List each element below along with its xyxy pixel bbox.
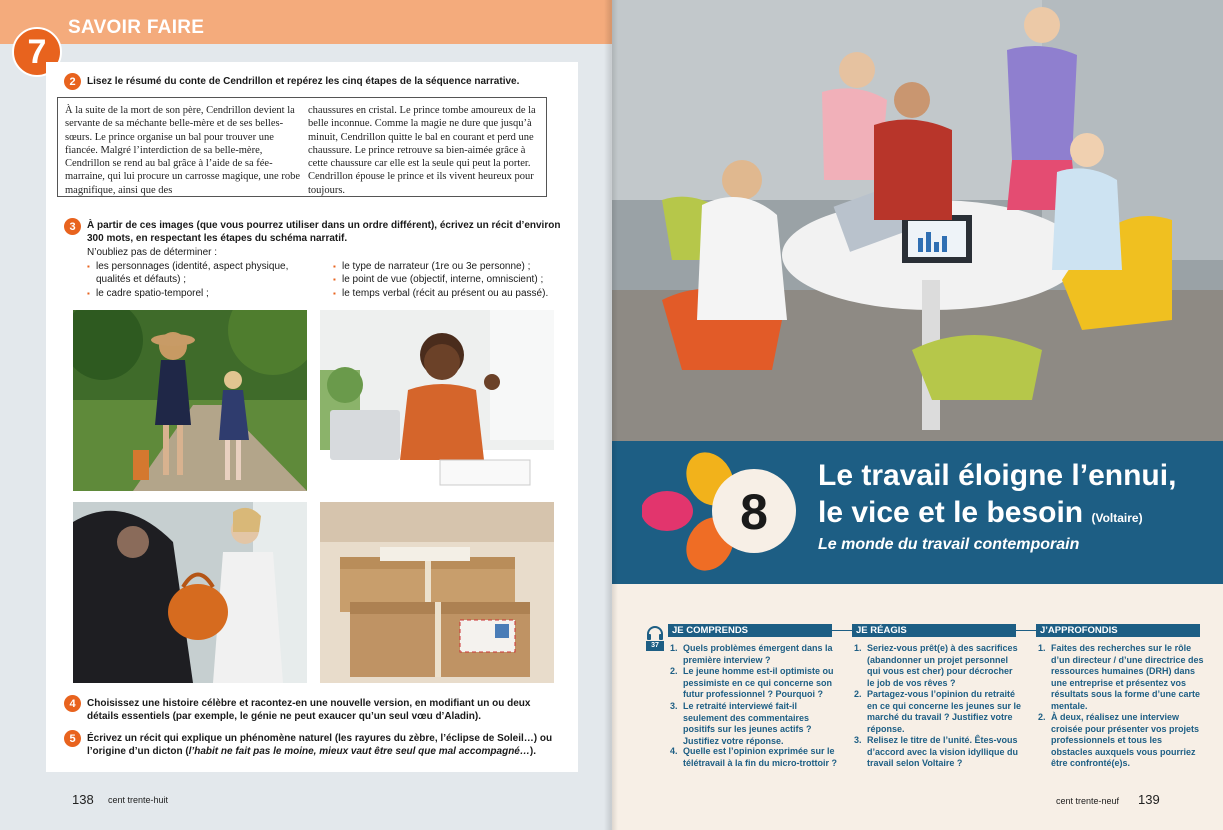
book-spine [604, 0, 618, 830]
flower-petal-pink [642, 491, 693, 531]
instruction-line: détails essentiels (par exemple, le génie ne peut exaucer qu’un seul vœu d’Aladin). [87, 711, 482, 722]
question-item: 4. Quelle est l’opinion exprimée sur le télétravail à la fin du micro-trottoir ? [670, 746, 838, 768]
instruction-line: Écrivez un récit qui explique un phénomène naturel (les rayures du zèbre, l’éclipse de Soleil…) ou [87, 733, 553, 744]
photo-woman-on-phone-image [320, 310, 554, 491]
headphones-icon[interactable] [646, 626, 664, 650]
proverb-text: l’habit ne fait pas le moine, mieux vaut être seul que mal accompagné… [188, 746, 530, 757]
photo-parcels-image [320, 502, 554, 683]
photo-woman-on-phone [320, 310, 554, 491]
question-item: 2. À deux, réalisez une interview croisée pour présenter vos projets professionnels et tous les obstacles auxquels vous pourriez être confronté(e)s. [1038, 712, 1200, 768]
flower-logo [642, 449, 802, 574]
section-heading-je-reagis: JE RÉAGIS [852, 624, 1016, 637]
exercise-instruction: Lisez le résumé du conte de Cendrillon et repérez les cinq étapes de la séquence narrative. [87, 76, 520, 87]
question-item: 1. Faites des recherches sur le rôle d’un directeur / d’une directrice des ressources humaines (DRH) dans une entreprise et présentez vos résultats sous la forme d’une carte mentale. [1038, 643, 1204, 711]
exercise-number: 4 [64, 695, 81, 712]
page-number-words: cent trente-neuf [1056, 796, 1120, 806]
unit-number-badge: 7 [12, 27, 62, 77]
hero-photo-office-meeting [612, 0, 1223, 441]
instruction-line-start: l’origine d’un dicton ( [87, 746, 189, 757]
summary-box [57, 97, 547, 197]
page-number-words: cent trente-huit [108, 795, 169, 805]
instruction-line: À partir de ces images (que vous pourrez utiliser dans un ordre différent), écrivez un récit d’environ [87, 220, 561, 231]
photo-woman-and-child-image [73, 310, 307, 491]
bullet-item: ▪ le temps verbal (récit au présent ou au passé). [333, 287, 568, 300]
quote-author: (Voltaire) [1091, 511, 1143, 525]
summary-column-1: À la suite de la mort de son père, Cendrillon devient la servante de sa méchante belle-mère et de ses belles-sœurs. Le prince organise un bal pour trouver une fiancée. Malgré l’interdiction de sa belle-mère, Cendrillon se rend au bal grâce à l’aide de sa fée-marraine, qui lui procure un carrosse magique, une robe magnifique, ainsi que des [65, 105, 300, 196]
question-item: 2. Le jeune homme est-il optimiste ou pessimiste en ce qui concerne son futur professionnel ? Pourquoi ? [670, 666, 834, 699]
unit-number: 8 [740, 484, 768, 540]
heading-divider [1016, 630, 1036, 631]
heading-divider [832, 630, 852, 631]
unit-title-line: Le travail éloigne l’ennui, [818, 459, 1177, 492]
headphones-icon-graphic [646, 626, 664, 640]
photo-bag-snatching [73, 502, 307, 683]
right-page [612, 0, 1223, 830]
section-title: SAVOIR FAIRE [68, 17, 205, 38]
section-heading-japprofondis: J’APPROFONDIS [1036, 624, 1200, 637]
unit-title [818, 457, 1218, 537]
unit-subtitle: Le monde du travail contemporain [818, 536, 1080, 553]
page-number: 139 [1138, 792, 1160, 807]
summary-column-2: chaussures en cristal. Le prince tombe amoureux de la belle inconnue. Comme la magie ne dure que jusqu’à minuit, Cendrillon quitte le bal en courant et perd une chaussure. Le prince retrouve sa bien-aimée grâce à cette chaussure car elle est la seule qui peut la porter. Cendrillon épouse le prince et ils vivent heureux pour toujours. [308, 105, 536, 196]
exercise-instruction [87, 732, 567, 758]
audio-track-number: 37 [646, 641, 664, 651]
instruction-line-end: ). [529, 746, 536, 757]
question-item: 3. Relisez le titre de l’unité. Êtes-vous d’accord avec la vision idyllique du travail selon Voltaire ? [854, 735, 1019, 768]
photo-bag-snatching-image [73, 502, 307, 683]
exercise-number: 3 [64, 218, 81, 235]
bullet-item: ▪ le type de narrateur (1re ou 3e personne) ; [333, 260, 568, 273]
photo-parcels [320, 502, 554, 683]
question-item: 1. Quels problèmes émergent dans la première interview ? [670, 643, 833, 665]
bullet-item: ▪ le cadre spatio-temporel ; [87, 287, 312, 300]
exercise-instruction [87, 697, 567, 723]
section-heading-je-comprends: JE COMPRENDS [668, 624, 832, 637]
question-item: 2. Partagez-vous l’opinion du retraité en ce qui concerne les jeunes sur le marché du travail ? Justifiez votre réponse. [854, 689, 1022, 734]
hero-photo-image [612, 0, 1223, 441]
unit-title-banner [612, 441, 1223, 584]
exercise-instruction [87, 219, 567, 245]
section-header [0, 0, 612, 44]
question-item: 3. Le retraité interviewé fait-il seulement des commentaires positifs sur les jeunes actifs ? Justifiez votre réponse. [670, 701, 812, 746]
exercise-number: 2 [64, 73, 81, 90]
bullet-item: ▪ le point de vue (objectif, interne, omniscient) ; [333, 273, 568, 286]
page-number: 138 [72, 792, 94, 807]
bullet-item: ▪ les personnages (identité, aspect physique, qualités et défauts) ; [87, 260, 312, 286]
unit-title-line: le vice et le besoin [818, 496, 1084, 529]
reminder-text: N’oubliez pas de déterminer : [87, 247, 218, 258]
exercise-number: 5 [64, 730, 81, 747]
instruction-line: Choisissez une histoire célèbre et racontez-en une nouvelle version, en modifiant un ou deux [87, 698, 531, 709]
instruction-line: 300 mots, en respectant les étapes du schéma narratif. [87, 233, 348, 244]
question-item: 1. Seriez-vous prêt(e) à des sacrifices (abandonner un projet personnel qui vous est cher) pour décrocher le job de vos rêves ? [854, 643, 1018, 688]
photo-woman-and-child [73, 310, 307, 491]
